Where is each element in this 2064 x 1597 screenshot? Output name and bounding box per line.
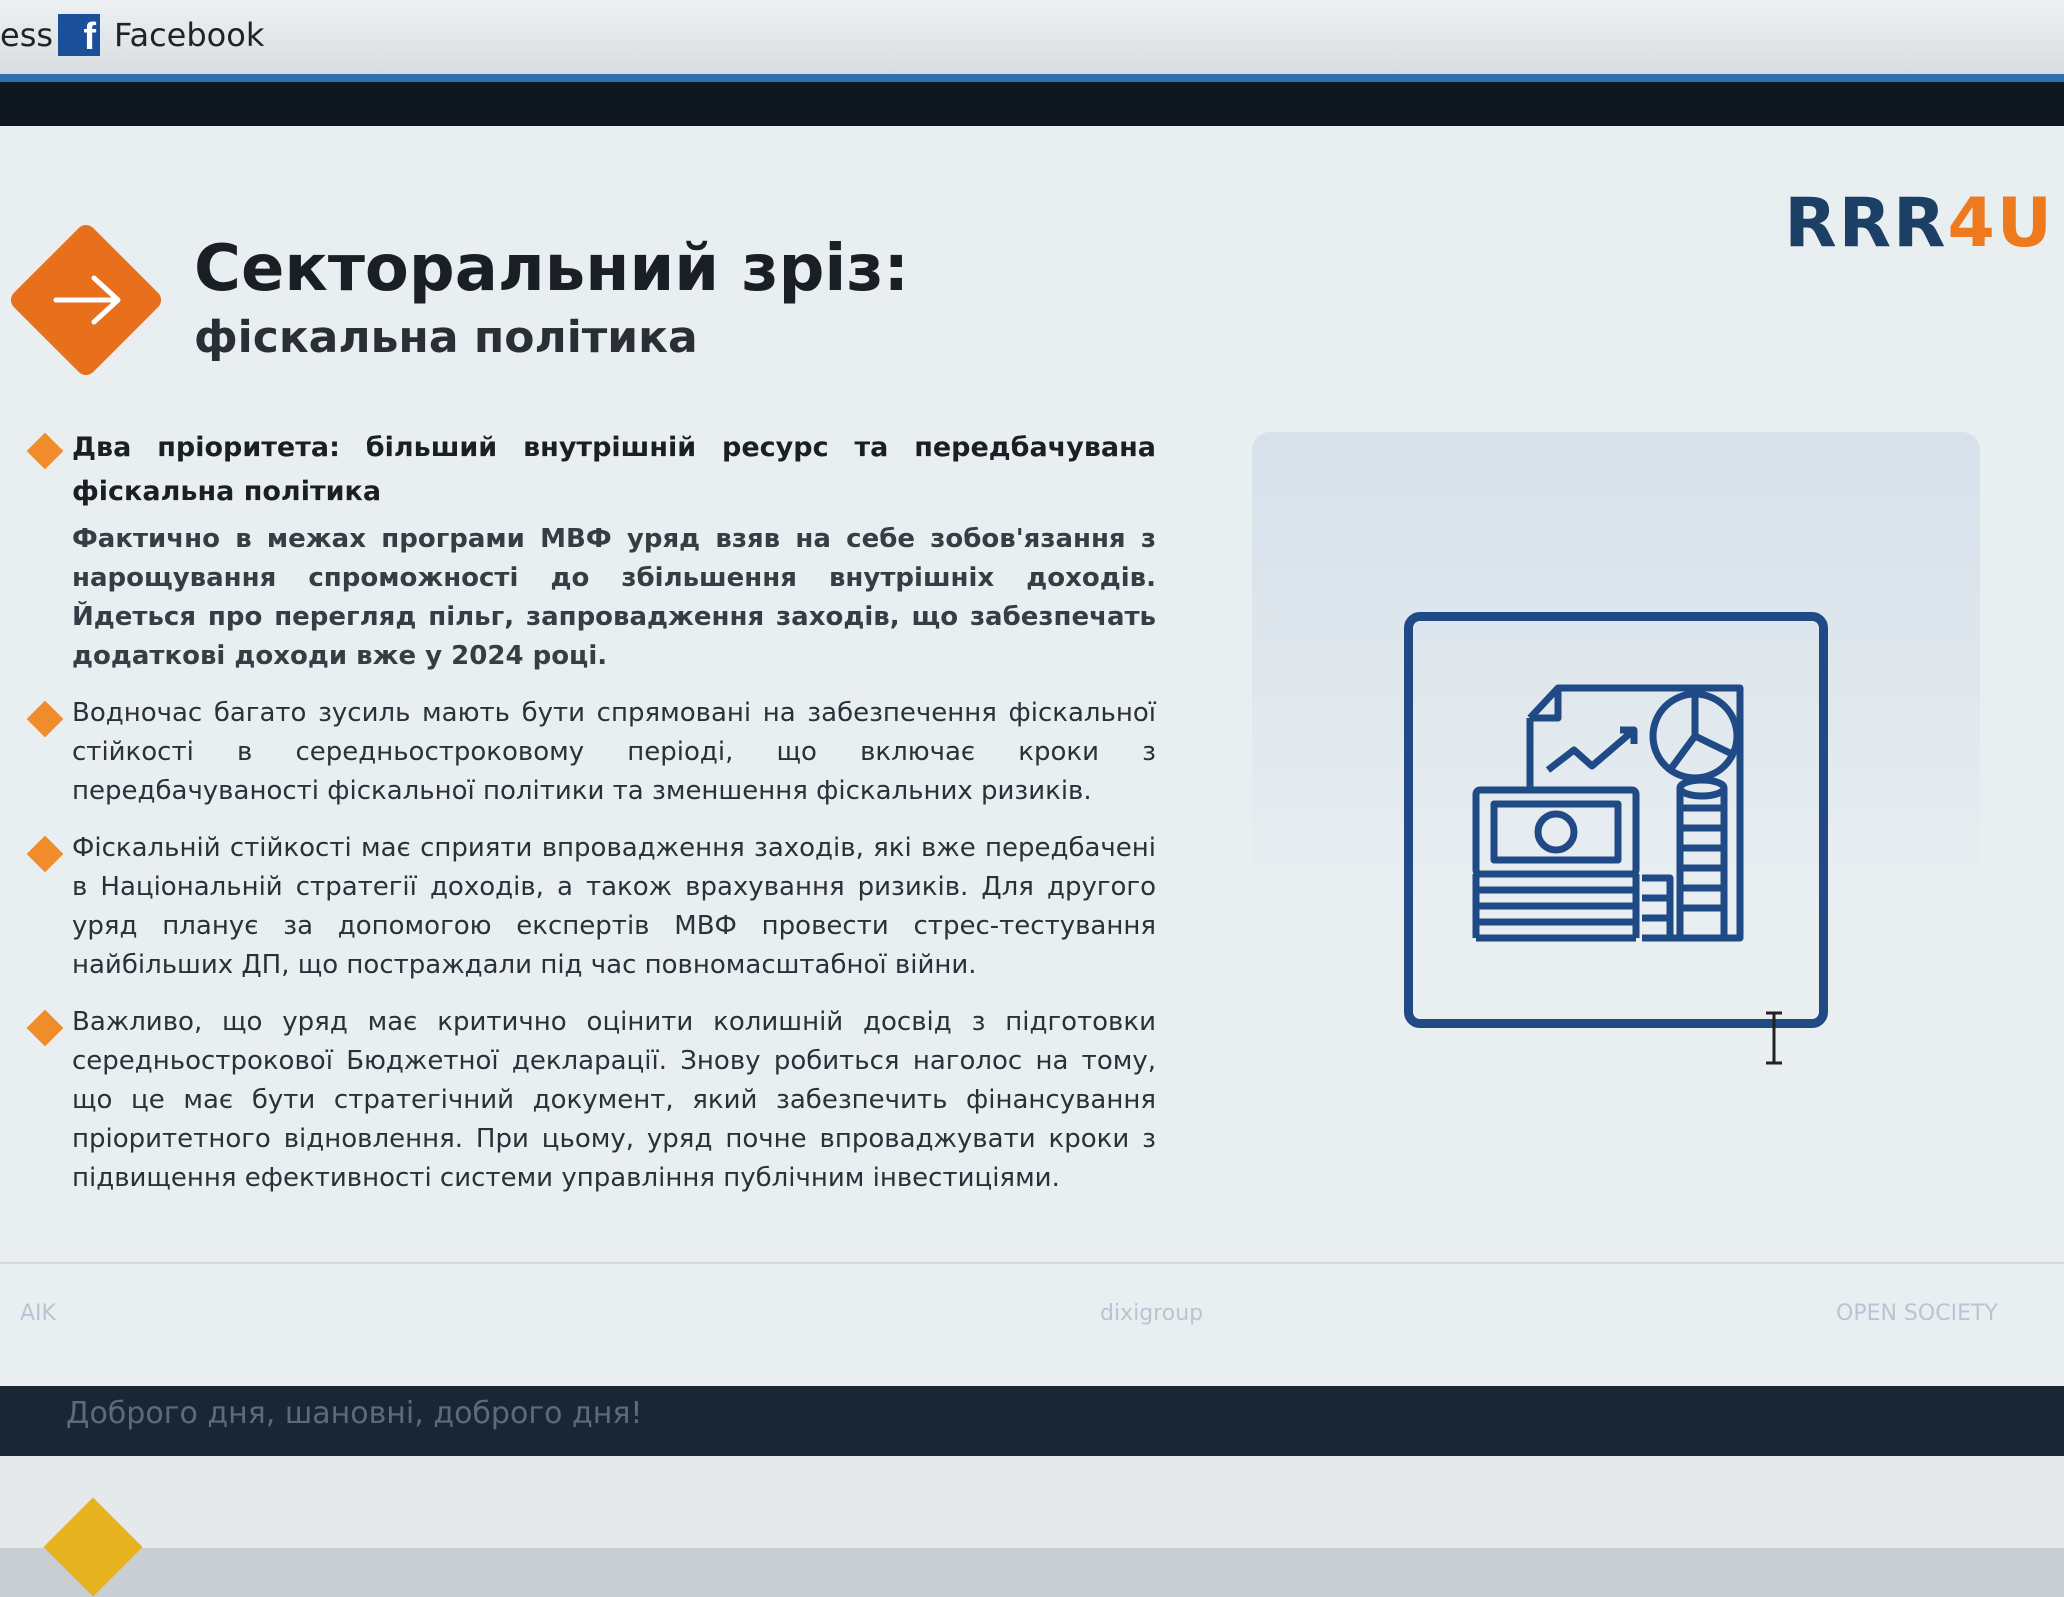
finance-report-icon (1470, 678, 1760, 968)
facebook-icon: f (58, 14, 100, 56)
bullet-diamond-icon (27, 1010, 64, 1047)
footer-divider (0, 1262, 2064, 1264)
partner-logo-open-society: OPEN SOCIETY (1836, 1300, 1998, 1326)
bookmark-item-facebook[interactable] (58, 10, 264, 60)
bullet-text: Фактично в межах програми МВФ уряд взяв на себе зобов'язання з нарощування спроможності до збільшення внутрішніх доходів. Йдеться про перегляд пільг, запровадження заходів, що забезпечать додаткові доходи вже у 2024 році. (72, 524, 1156, 671)
bookmark-label: Facebook (114, 16, 265, 54)
partner-logo-aik: AIK (20, 1300, 56, 1326)
next-slide-area (0, 1456, 2064, 1548)
bullet-item (30, 694, 1156, 811)
browser-bookmarks-bar (0, 0, 2064, 74)
presentation-slide (0, 126, 2064, 1386)
bullet-text: Важливо, що уряд має критично оцінити колишній досвід з підготовки середньострокової Бюджетної декларації. Знову робиться наголос на тому, що це має бути стратегічний документ, який забезпечить фінансування пріоритетного відновлення. При цьому, уряд почне впроваджувати кроки з підвищення ефективності системи управління публічним інвестиціями. (72, 1007, 1156, 1193)
bullet-item (30, 829, 1156, 985)
page-top-band (0, 82, 2064, 126)
partner-logo-dixigroup: dixigroup (1100, 1300, 1204, 1326)
bullet-text: Фіскальній стійкості має сприяти впровадження заходів, які вже передбачені в Національній стратегії доходів, а також врахування ризиків. Для другого уряд планує за допомогою експертів МВФ провести стрес-тестування найбільших ДП, що постраждали під час повномасштабної війни. (72, 833, 1156, 980)
bullet-diamond-icon (27, 701, 64, 738)
bullet-item (30, 426, 1156, 676)
bookmark-item-previous[interactable] (0, 10, 53, 60)
slide-subtitle: фіскальна політика (194, 312, 698, 363)
bullet-heading: Два пріоритета: більший внутрішній ресурс та передбачувана фіскальна політика (72, 432, 1156, 507)
text-cursor-icon (1762, 1010, 1786, 1066)
bullet-diamond-icon (27, 433, 64, 470)
bullet-text: Водночас багато зусиль мають бути спрямовані на забезпечення фіскальної стійкості в середньостроковому періоді, що включає кроки з передбачуваності фіскальної політики та зменшення фіскальних ризиків. (72, 698, 1156, 806)
bullet-diamond-icon (27, 836, 64, 873)
browser-divider (0, 74, 2064, 82)
bottom-caption: Доброго дня, шановні, доброго дня! (66, 1396, 643, 1431)
arrow-right-icon (42, 250, 132, 350)
bullet-list (30, 426, 1156, 1216)
slide-title: Секторальний зріз: (194, 232, 910, 306)
bookmark-label: ess (0, 16, 54, 54)
bullet-item (30, 1003, 1156, 1198)
brand-logo: RRR4U (1784, 184, 2054, 263)
